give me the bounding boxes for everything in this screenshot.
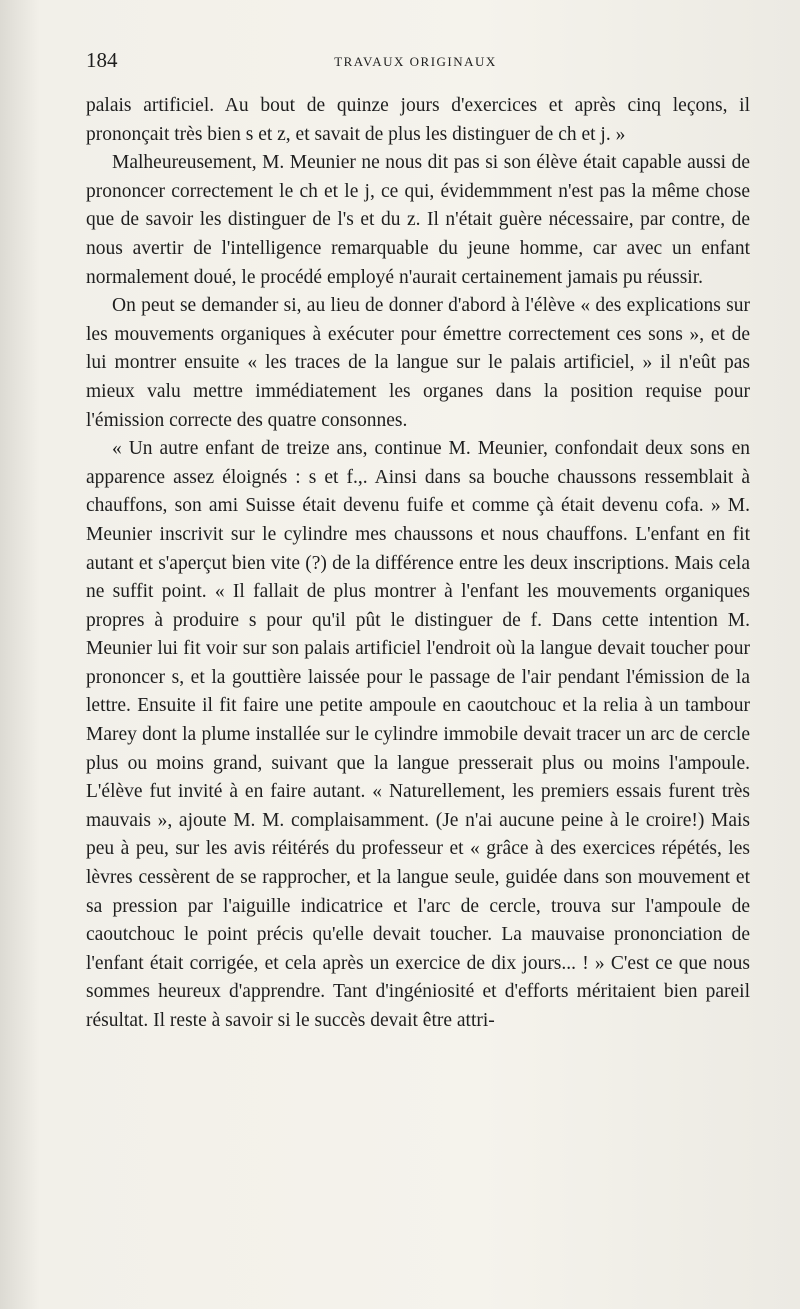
paragraph-4: « Un autre enfant de treize ans, continue M. Meunier, confondait deux sons en apparence assez éloignés : s et f.,. Ainsi dans sa bouche chaussons ressemblait à chauffons, son ami Suisse était devenu fuife et comme çà était devenu cofa. » M. Meunier inscrivit sur le cylindre mes chaussons et nous chauffons. L'enfant en fit autant et s'aperçut bien vite (?) de la différence entre les deux inscriptions. Mais cela ne suffit point. « Il fallait de plus montrer à l'enfant les mouvements organiques propres à produire s pour qu'il pût le distinguer de f. Dans cette intention M. Meunier lui fit voir sur son palais artificiel l'endroit où la langue devait toucher pour prononcer s, et la gouttière laissée pour le passage de l'air pendant l'émission de la lettre. Ensuite il fit faire une petite ampoule en caoutchouc et la relia à un tambour Marey dont la plume installée sur le cylindre immobile devait tracer un arc de cercle plus ou moins grand, suivant que la langue presserait plus ou moins l'ampoule. L'élève fut invité à en faire autant. « Naturellement, les premiers essais furent très mauvais », ajoute M. M. complaisamment. (Je n'ai aucune peine à le croire!) Mais peu à peu, sur les avis réitérés du professeur et « grâce à des exercices répétés, les lèvres cessèrent de se rapprocher, et la langue seule, guidée dans son mouvement et sa pression par l'aiguille indicatrice et l'arc de cercle, trouva sur l'ampoule de caoutchouc le point précis qu'elle devait toucher. La mauvaise prononciation de l'enfant était corrigée, et cela après un exercice de dix jours... ! » C'est ce que nous sommes heureux d'apprendre. Tant d'ingéniosité et d'efforts méritaient bien pareil résultat. Il reste à savoir si le succès devait être attri-	[86, 438, 750, 1031]
paragraph-2: Malheureusement, M. Meunier ne nous dit pas si son élève était capable aussi de prononcer correctement le ch et le j, ce qui, évidemmment n'est pas la même chose que de savoir les distinguer de l's et du z. Il n'était guère nécessaire, par contre, de nous avertir de l'intelligence remarquable du jeune homme, car avec un enfant normalement doué, le procédé employé n'aurait certainement jamais pu réussir.	[86, 152, 750, 288]
page-number: 184	[86, 48, 118, 72]
paragraph-1: palais artificiel. Au bout de quinze jours d'exercices et après cinq leçons, il prononçait très bien s et z, et savait de plus les distinguer de ch et j. »	[86, 95, 750, 145]
page-header	[86, 48, 745, 78]
running-head: TRAVAUX ORIGINAUX	[334, 54, 497, 69]
paragraph-3: On peut se demander si, au lieu de donner d'abord à l'élève « des explications sur les mouvements organiques à exécuter pour émettre correctement ces sons », et de lui montrer ensuite « les traces de la langue sur le palais artificiel, » il n'eût pas mieux valu mettre immédiatement les organes dans la position requise pour l'émission correcte des quatre consonnes.	[86, 295, 750, 431]
body-text	[86, 92, 750, 1036]
